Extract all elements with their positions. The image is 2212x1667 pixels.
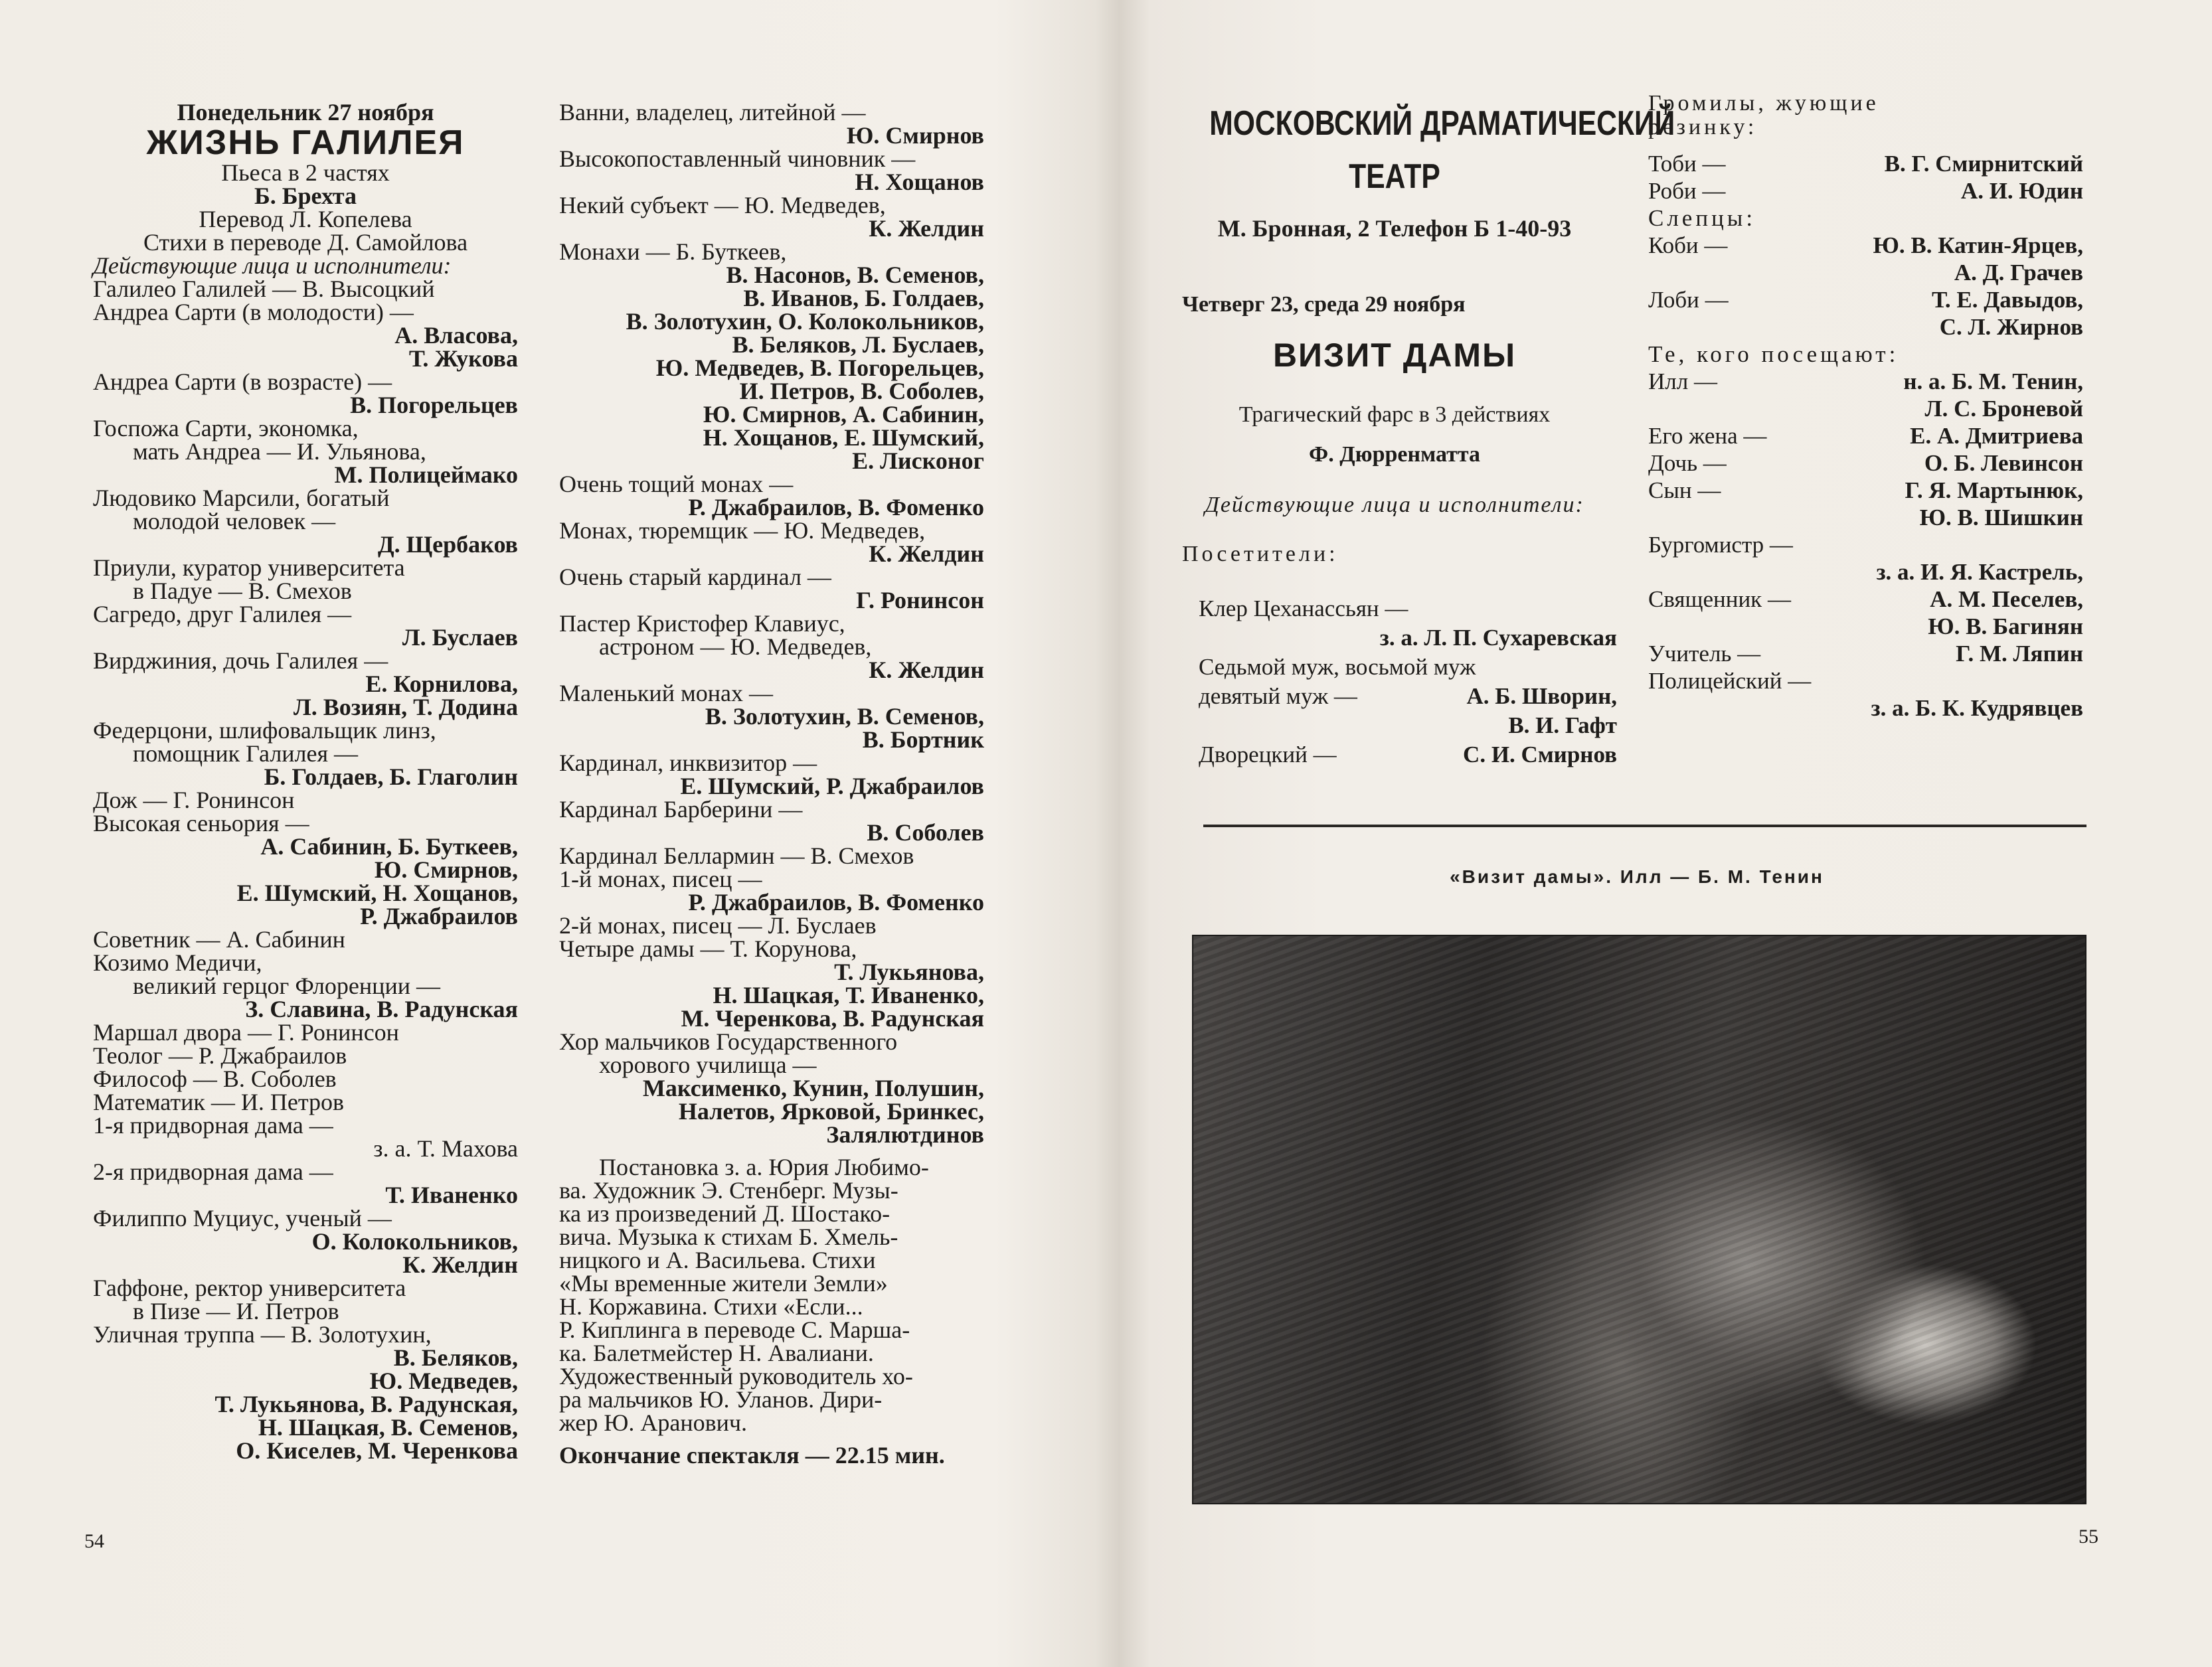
program-line: Ванни, владелец, литейной — [559, 99, 866, 125]
theatre-header [1169, 103, 1675, 242]
cast-row [1199, 711, 1617, 740]
right-page-cast-column-2 [1648, 92, 2083, 722]
program-line: Б. Голдаев, Б. Глаголин [264, 763, 518, 790]
program-line: Н. Шацкая, Т. Иваненко, [713, 982, 984, 1008]
actor-name: С. И. Смирнов [1463, 742, 1617, 767]
program-line: А. Сабинин, Б. Буткеев, [260, 833, 518, 860]
program-line: Теолог — Р. Джабраилов [93, 1042, 347, 1069]
theatre-address: М. Бронная, 2 Телефон Б 1-40-93 [1217, 215, 1572, 242]
program-line: Высокопоставленный чиновник — [559, 145, 916, 172]
program-line: Пьеса в 2 частях [221, 159, 390, 186]
program-line: Монах, тюремщик — Ю. Медведев, [559, 517, 926, 544]
cast-row [1199, 740, 1617, 769]
role-name: Дочь — [1648, 450, 1727, 476]
cast-row [1648, 667, 2083, 694]
program-line: Художественный руководитель хо- [559, 1363, 913, 1389]
program-line: Максименко, Кунин, Полушин, [642, 1075, 984, 1101]
program-line: Высокая сеньория — [93, 810, 309, 836]
program-line: Ю. Смирнов, А. Сабинин, [703, 401, 984, 428]
cast-row [1648, 313, 2083, 341]
actor-name: Ю. В. Катин-Ярцев, [1873, 232, 2083, 258]
program-line: Н. Шацкая, В. Семенов, [258, 1414, 518, 1441]
program-line: Д. Щербаков [377, 531, 518, 558]
theatre-title: МОСКОВСКИЙ ДРАМАТИЧЕСКИЙ [1209, 104, 1675, 143]
cast-row [1648, 259, 2083, 286]
program-line: Гаффоне, ректор университета [93, 1275, 406, 1301]
program-line: Е. Шумский, Н. Хощанов, [236, 880, 518, 906]
role-name: Коби — [1648, 232, 1728, 258]
role-name: девятый муж — [1199, 683, 1357, 709]
program-line: Перевод Л. Копелева [199, 206, 412, 232]
program-line: Окончание спектакля — 22.15 мин. [559, 1442, 945, 1469]
program-line: Маленький монах — [559, 680, 773, 706]
role-name: Сын — [1648, 477, 1721, 503]
cast-row [1648, 368, 2083, 395]
program-line: Филиппо Муциус, ученый — [93, 1205, 392, 1231]
program-line: Ю. Смирнов [846, 122, 984, 149]
divider-rule [1203, 825, 2086, 827]
role-name: Клер Цеханассьян — [1199, 595, 1408, 621]
role-name: Его жена — [1648, 423, 1767, 449]
program-line: Дож — Г. Ронинсон [93, 787, 295, 813]
cast-heading: Действующие лица и исполнители: [1205, 493, 1584, 517]
program-line: 2-я придворная дама — [93, 1158, 333, 1185]
program-line: 1-я придворная дама — [93, 1112, 333, 1139]
photo-caption: «Визит дамы». Илл — Б. М. Тенин [1450, 866, 1824, 887]
program-line: Ю. Смирнов, [374, 856, 518, 883]
role-name: Дворецкий — [1199, 742, 1337, 767]
program-line: К. Желдин [869, 657, 984, 683]
program-line: Уличная труппа — В. Золотухин, [93, 1321, 432, 1348]
program-line: Р. Джабраилов, В. Фоменко [688, 494, 984, 520]
program-line: Пастер Кристофер Клавиус, [559, 610, 845, 637]
actor-name: Ю. В. Багинян [1928, 613, 2083, 639]
program-line: Е. Корнилова, [365, 671, 518, 697]
program-line: В. Погорельцев [350, 392, 518, 418]
program-line: М. Черенкова, В. Радунская [681, 1005, 984, 1032]
program-line: Четыре дамы — Т. Корунова, [559, 935, 857, 962]
program-line: Кардинал, инквизитор — [559, 750, 817, 776]
role-name: Лоби — [1648, 287, 1729, 313]
theatre-title-2: ТЕАТР [1349, 157, 1440, 196]
program-line: молодой человек — [133, 508, 336, 534]
cast-row [1648, 640, 2083, 667]
program-line: В. Золотухин, О. Колокольников, [626, 308, 984, 335]
cast-row [1199, 653, 1617, 682]
cast-row [1199, 623, 1617, 653]
role-name: Седьмой муж, восьмой муж [1199, 654, 1476, 680]
program-line: Т. Лукьянова, В. Радунская, [214, 1391, 518, 1417]
program-line: Некий субъект — Ю. Медведев, [559, 192, 886, 218]
program-line: В. Беляков, Л. Буслаев, [732, 331, 984, 358]
role-name: Полицейский — [1648, 668, 1812, 694]
actor-name: А. И. Юдин [1960, 178, 2083, 204]
program-line: Б. Брехта [254, 183, 357, 209]
actor-name: А. Д. Грачев [1954, 260, 2083, 285]
program-line: 1-й монах, писец — [559, 866, 762, 892]
program-line: Федерцони, шлифовальщик линз, [93, 717, 436, 744]
visitors-heading: Посетители: [1182, 542, 1339, 566]
role-name: Роби — [1648, 178, 1726, 204]
play-genre: Трагический фарс в 3 действиях [1238, 402, 1551, 427]
program-line: Н. Хощанов [855, 169, 984, 195]
program-line: Очень тощий монах — [559, 471, 794, 497]
program-line: Хор мальчиков Государственного [559, 1028, 898, 1055]
program-line: Галилео Галилей — В. Высоцкий [93, 276, 435, 302]
role-name: Священник — [1648, 586, 1791, 612]
play-author: Ф. Дюрренматта [1309, 442, 1480, 467]
actor-name: Т. Е. Давыдов, [1932, 287, 2083, 313]
page-number-left: 54 [84, 1530, 104, 1552]
program-line: в Падуе — В. Смехов [133, 578, 352, 604]
program-line: астроном — Ю. Медведев, [599, 633, 872, 660]
actor-name: В. И. Гафт [1508, 712, 1617, 738]
actor-name: Л. С. Броневой [1924, 396, 2083, 422]
actor-name: О. Б. Левинсон [1924, 450, 2083, 476]
actor-name: Е. А. Дмитриева [1910, 423, 2083, 449]
cast-row [1648, 504, 2083, 531]
program-line: К. Желдин [402, 1251, 518, 1278]
portrait-photo [1192, 935, 2086, 1504]
program-line: ка. Балетмейстер Н. Авалиани. [559, 1340, 874, 1366]
program-line: ницкого и А. Васильева. Стихи [559, 1247, 876, 1273]
program-line: з. а. Т. Махова [373, 1135, 518, 1162]
program-line: Вирджиния, дочь Галилея — [93, 647, 388, 674]
actor-name: А. М. Песелев, [1930, 586, 2083, 612]
program-line: 2-й монах, писец — Л. Буслаев [559, 912, 877, 939]
program-line: В. Беляков, [393, 1344, 518, 1371]
actor-name: н. а. Б. М. Тенин, [1903, 368, 2083, 394]
program-line: ра мальчиков Ю. Уланов. Дири- [559, 1386, 883, 1413]
role-name: Учитель — [1648, 641, 1761, 667]
program-line: Н. Хощанов, Е. Шумский, [703, 424, 984, 451]
role-name: Те, кого посещают: [1648, 341, 1899, 367]
cast-row [1648, 694, 2083, 722]
photo-texture [1193, 936, 2085, 1503]
cast-row [1648, 150, 2083, 177]
program-line: Математик — И. Петров [93, 1089, 344, 1115]
cast-row [1648, 395, 2083, 422]
program-line: Кардинал Беллармин — В. Смехов [559, 842, 914, 869]
program-line: Р. Киплинга в переводе С. Марша- [559, 1316, 910, 1343]
cast-row [1648, 422, 2083, 449]
program-line: Людовико Марсили, богатый [93, 485, 390, 511]
program-line: Н. Коржавина. Стихи «Если... [559, 1293, 863, 1320]
right-page-cast-column-1 [1199, 594, 1617, 769]
program-line: О. Киселев, М. Черенкова [236, 1437, 518, 1464]
program-line: Р. Джабраилов [360, 903, 518, 929]
role-name: Илл — [1648, 368, 1717, 394]
cast-row [1648, 341, 2083, 368]
program-line: ва. Художник Э. Стенберг. Музы- [559, 1177, 898, 1204]
left-page-column-2 [559, 101, 984, 1467]
program-line: Госпожа Сарти, экономка, [93, 415, 359, 441]
program-line: Кардинал Барберини — [559, 796, 803, 823]
cast-row [1648, 477, 2083, 504]
actor-name: Г. М. Ляпин [1956, 641, 2083, 667]
program-line: Л. Буслаев [402, 624, 518, 651]
program-line: Ю. Медведев, В. Погорельцев, [655, 355, 984, 381]
program-line: Приули, куратор университета [93, 554, 405, 581]
actor-name: В. Г. Смирнитский [1884, 151, 2083, 177]
cast-row [1648, 558, 2083, 586]
program-line: Г. Ронинсон [856, 587, 984, 613]
program-line: Е. Шумский, Р. Джабраилов [680, 773, 984, 799]
page-number-right: 55 [2079, 1526, 2098, 1548]
program-line: В. Иванов, Б. Голдаев, [743, 285, 984, 311]
program-line: З. Славина, В. Радунская [245, 996, 518, 1022]
program-line: Налетов, Ярковой, Бринкес, [678, 1098, 984, 1125]
program-line: мать Андреа — И. Ульянова, [133, 438, 426, 465]
program-line: Андреа Сарти (в возрасте) — [93, 368, 392, 395]
cast-row [1648, 613, 2083, 640]
program-line: В. Бортник [862, 726, 984, 753]
program-line: в Пизе — И. Петров [133, 1298, 339, 1324]
program-line: В. Золотухин, В. Семенов, [705, 703, 984, 730]
cast-row [1648, 286, 2083, 313]
program-line: К. Желдин [869, 540, 984, 567]
program-line: Т. Жукова [408, 345, 518, 372]
program-line: Постановка з. а. Юрия Любимо- [599, 1154, 929, 1180]
cast-row [1648, 586, 2083, 613]
program-line: Т. Иваненко [385, 1182, 518, 1208]
actor-name: Ю. В. Шишкин [1919, 505, 2083, 530]
cast-row [1199, 594, 1617, 623]
program-line: ЖИЗНЬ ГАЛИЛЕЯ [146, 123, 465, 162]
program-line: великий герцог Флоренции — [133, 973, 440, 999]
program-line: «Мы временные жители Земли» [559, 1270, 888, 1297]
program-line: помощник Галилея — [133, 740, 359, 767]
actor-name: з. а. Л. П. Сухаревская [1379, 625, 1617, 651]
program-line: Т. Лукьянова, [834, 959, 984, 985]
program-line: А. Власова, [394, 322, 518, 349]
cast-row [1199, 682, 1617, 711]
cast-row [1648, 232, 2083, 259]
left-page-column-1 [93, 101, 518, 1463]
program-line: хорового училища — [599, 1052, 817, 1078]
program-line: Монахи — Б. Буткеев, [559, 238, 787, 265]
program-line: К. Желдин [869, 215, 984, 242]
program-line: Понедельник 27 ноября [177, 99, 434, 125]
program-line: В. Насонов, В. Семенов, [726, 262, 984, 288]
actor-name: з. а. Б. К. Кудрявцев [1871, 695, 2083, 721]
program-line: жер Ю. Аранович. [559, 1409, 747, 1436]
cast-row [1648, 204, 2083, 232]
role-name: Бургомистр — [1648, 532, 1793, 558]
program-line: вича. Музыка к стихам Б. Хмель- [559, 1224, 898, 1250]
actor-name: з. а. И. Я. Кастрель, [1876, 559, 2083, 585]
program-line: Р. Джабраилов, В. Фоменко [688, 889, 984, 915]
program-line: Ю. Медведев, [369, 1368, 518, 1394]
program-line: Советник — А. Сабинин [93, 926, 345, 953]
cast-row [1648, 177, 2083, 204]
program-line: Философ — В. Соболев [93, 1066, 337, 1092]
program-line: ка из произведений Д. Шостако- [559, 1200, 891, 1227]
right-page-cast-list [1648, 150, 2083, 722]
program-line: О. Колокольников, [311, 1228, 518, 1255]
program-line: М. Полицеймако [334, 461, 518, 488]
program-line: Залялютдинов [826, 1121, 984, 1148]
program-line: Стихи в переводе Д. Самойлова [143, 229, 468, 256]
actor-name: Г. Я. Мартынюк, [1905, 477, 2083, 503]
play-header [1182, 292, 1607, 567]
cast-row [1648, 449, 2083, 477]
program-line: Очень старый кардинал — [559, 564, 831, 590]
program-line: Л. Возиян, Т. Додина [293, 694, 518, 720]
play-title: ВИЗИТ ДАМЫ [1272, 337, 1517, 374]
program-line: Действующие лица и исполнители: [93, 252, 452, 279]
program-line: И. Петров, В. Соболев, [739, 378, 984, 404]
program-line: Е. Лисконог [852, 447, 984, 474]
cast-row [1648, 531, 2083, 558]
thugs-heading: Громилы, жующие резинку: [1648, 91, 1879, 139]
program-line: Андреа Сарти (в молодости) — [93, 299, 414, 325]
performance-dates: Четверг 23, среда 29 ноября [1182, 292, 1466, 317]
program-line: Сагредо, друг Галилея — [93, 601, 352, 627]
role-name: Слепцы: [1648, 205, 1756, 231]
role-name: Тоби — [1648, 151, 1726, 177]
actor-name: А. Б. Шворин, [1466, 683, 1617, 709]
program-line: Козимо Медичи, [93, 949, 262, 976]
program-line: В. Соболев [867, 819, 984, 846]
actor-name: С. Л. Жирнов [1939, 314, 2083, 340]
program-line: Маршал двора — Г. Ронинсон [93, 1019, 399, 1046]
